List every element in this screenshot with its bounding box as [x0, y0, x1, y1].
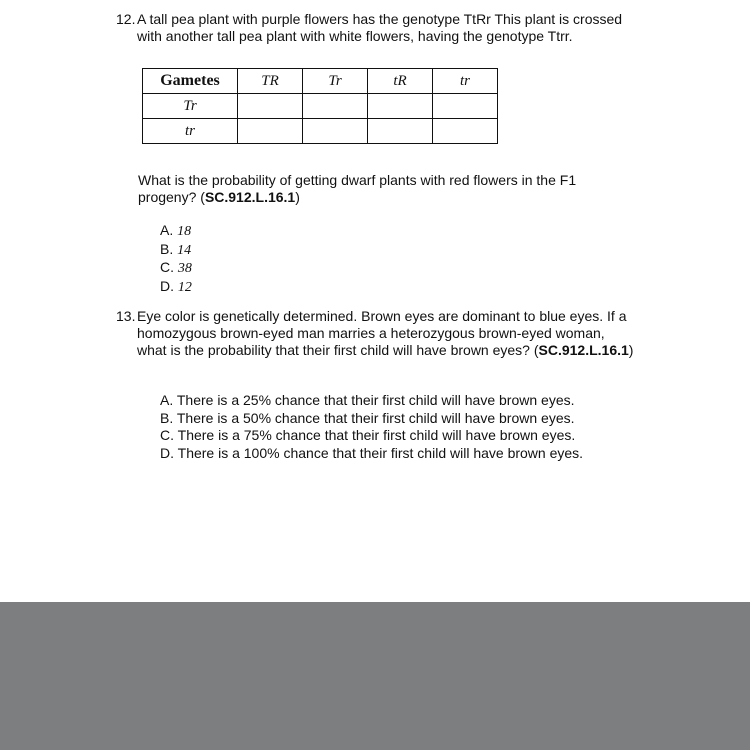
option-letter: D.	[160, 277, 174, 294]
answer-option-c: C. There is a 75% chance that their first child will have brown eyes.	[160, 427, 576, 443]
answer-option-d: D. There is a 100% chance that their first child will have brown eyes.	[160, 444, 584, 461]
standard-code: SC.912.L.16.1	[204, 189, 296, 205]
question-line: A tall pea plant with purple flowers has the genotype TtRr This plant is crossed	[137, 11, 623, 27]
prompt-line: What is the probability of getting dwarf plants with red flowers in the F1	[138, 172, 577, 188]
option-value: 18	[177, 224, 192, 239]
row-label-cell: tr	[143, 119, 238, 144]
table-row	[143, 94, 498, 119]
gray-background-area	[0, 602, 750, 750]
option-value: 38	[177, 261, 192, 276]
punnett-square-table	[142, 68, 498, 144]
row-label-cell: Tr	[143, 94, 238, 119]
answer-option-d	[160, 278, 192, 297]
question-13-options	[160, 392, 583, 462]
question-text	[137, 11, 622, 45]
answer-option-c	[160, 259, 192, 278]
table-cell	[368, 119, 433, 144]
standard-code: SC.912.L.16.1	[538, 342, 629, 358]
header-cell-gametes: Gametes	[143, 69, 238, 94]
table-cell	[433, 94, 498, 119]
question-line	[137, 342, 633, 359]
table-row	[143, 119, 498, 144]
question-text-part: )	[628, 342, 634, 358]
question-number: 12.	[116, 11, 136, 27]
answer-option-b: B. There is a 50% chance that their first child will have brown eyes.	[160, 409, 575, 426]
question-line: Eye color is genetically determined. Brown eyes are dominant to blue eyes. If a	[137, 308, 627, 324]
table-cell	[433, 119, 498, 144]
option-letter: B.	[160, 240, 174, 257]
question-line: with another tall pea plant with white flowers, having the genotype Ttrr.	[137, 28, 573, 44]
header-cell: tr	[433, 69, 498, 94]
prompt-line	[138, 189, 576, 206]
prompt-text: progeny? (	[138, 189, 205, 205]
question-number: 13.	[116, 308, 136, 324]
header-cell: tR	[368, 69, 433, 94]
table-cell	[303, 94, 368, 119]
option-letter: A.	[160, 222, 174, 238]
question-text	[137, 308, 633, 359]
table-cell	[238, 119, 303, 144]
prompt-text: )	[295, 189, 300, 205]
answer-option-a: A. There is a 25% chance that their first child will have brown eyes.	[160, 392, 575, 408]
answer-option-a	[160, 222, 192, 241]
option-letter: C.	[160, 259, 174, 275]
table-cell	[238, 94, 303, 119]
question-line: homozygous brown-eyed man marries a heterozygous brown-eyed woman,	[137, 325, 605, 341]
table-cell	[303, 119, 368, 144]
header-cell: TR	[238, 69, 303, 94]
table-cell	[368, 94, 433, 119]
option-value: 12	[177, 279, 192, 295]
question-12-prompt	[138, 172, 576, 206]
answer-option-b	[160, 241, 192, 260]
option-value: 14	[177, 242, 192, 258]
question-text-part: what is the probability that their first child will have brown eyes? (	[137, 342, 539, 358]
header-cell: Tr	[303, 69, 368, 94]
question-12-options	[160, 222, 192, 296]
table-header-row	[143, 69, 498, 94]
